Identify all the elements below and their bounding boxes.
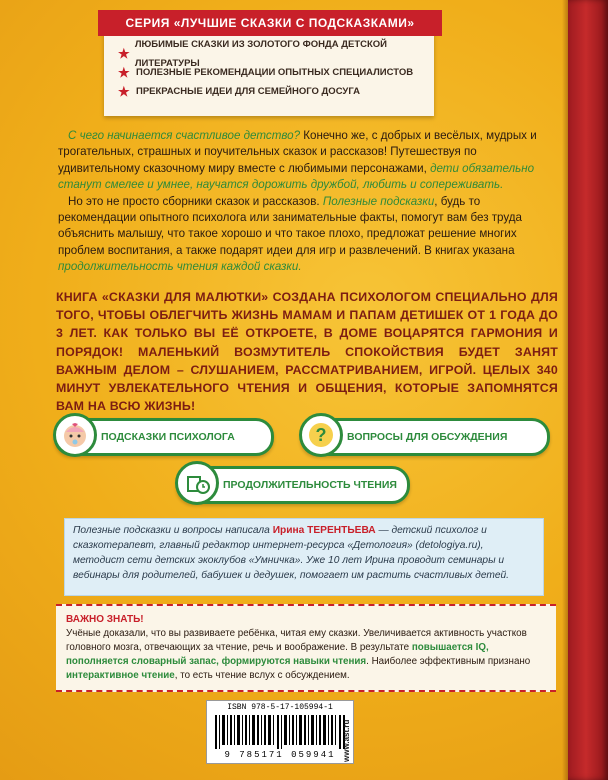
baby-icon bbox=[53, 413, 97, 457]
series-item: ★ ЛЮБИМЫЕ СКАЗКИ ИЗ ЗОЛОТОГО ФОНДА ДЕТСКОЙ ЛИТЕРАТУРЫ bbox=[118, 38, 387, 69]
pill-duration-label: ПРОДОЛЖИТЕЛЬНОСТЬ ЧТЕНИЯ bbox=[223, 479, 397, 491]
pill-psychologist-tips bbox=[54, 418, 274, 456]
book-spine bbox=[568, 0, 608, 780]
author-name: Ирина ТЕРЕНТЬЕВА bbox=[272, 525, 376, 536]
barcode-number: 9 785171 059941 bbox=[224, 750, 336, 760]
series-title: СЕРИЯ «ЛУЧШИЕ СКАЗКИ С ПОДСКАЗКАМИ» bbox=[98, 10, 442, 36]
pill-reading-duration bbox=[176, 466, 410, 504]
pill-questions-label: ВОПРОСЫ ДЛЯ ОБСУЖДЕНИЯ bbox=[347, 431, 508, 443]
important-box: ВАЖНО ЗНАТЬ! Учёные доказали, что вы развиваете ребёнка, читая ему сказки. Увеличивается активность участков головного мозга, отвечающих за чтение, речь и воображение. В результате повышается IQ, пополняется словарный запас, формируются навыки чтения. Наиболее эффективным признано интерактивное чтение, то есть чтение вслух с обсуждением. bbox=[56, 604, 556, 692]
important-heading: ВАЖНО ЗНАТЬ! bbox=[66, 614, 144, 625]
series-item: ★ ПРЕКРАСНЫЕ ИДЕИ ДЛЯ СЕМЕЙНОГО ДОСУГА bbox=[118, 84, 360, 99]
book-description: КНИГА «СКАЗКИ ДЛЯ МАЛЮТКИ» СОЗДАНА ПСИХОЛОГОМ СПЕЦИАЛЬНО ДЛЯ ТОГО, ЧТОБЫ ОБЛЕГЧИТЬ ЖИЗНЬ МАМАМ И ПАПАМ ДЕТИШЕК ОТ 1 ГОДА ДО 3 ЛЕТ. КАК ТОЛЬКО ВЫ ЕЁ ОТКРОЕТЕ, В ДОМЕ ВОЦАРЯТСЯ ГАРМОНИЯ И ПОРЯДОК! МАЛЕНЬКИЙ ВОЗМУТИТЕЛЬ СПОКОЙСТВИЯ БУДЕТ ЗАНЯТ ВАЖНЫМ ДЕЛОМ – СЛУШАНИЕМ, РАССМАТРИВАНИЕМ, ИГРОЙ. ЦЕЛЫХ 340 МИНУТ УВЛЕКАТЕЛЬНОГО ЧТЕНИЯ И ОБЩЕНИЯ, КОТОРЫЕ ЗАПОМНЯТСЯ ВАМ НА ВСЮ ЖИЗНЬ! bbox=[56, 290, 558, 414]
series-panel bbox=[104, 18, 434, 116]
star-icon: ★ bbox=[118, 46, 130, 61]
star-icon: ★ bbox=[118, 65, 130, 80]
question-mark-icon bbox=[299, 413, 343, 457]
series-item: ★ ПОЛЕЗНЫЕ РЕКОМЕНДАЦИИ ОПЫТНЫХ СПЕЦИАЛИСТОВ bbox=[118, 65, 414, 80]
intro-paragraph-1: С чего начинается счастливое детство? Конечно же, с добрых и весёлых, мудрых и трогательных, страшных и поучительных сказок и рассказов! Путешествуя по удивительному сказочному миру вместе с любимыми персонажами, дети обязательно станут смелее и умнее, научатся дорожить дружбой, любить и сопереживать. bbox=[58, 129, 537, 192]
star-icon: ★ bbox=[118, 84, 130, 99]
intro-paragraph-2: Но это не просто сборники сказок и рассказов. Полезные подсказки, будь то рекомендации опытного психолога или занимательные факты, помогут вам без труда объяснить малышу, что такое хорошо и что такое плохо, предложат решение многих проблем воспитания, а также подарят идеи для игр и развлечений. В книгах указана продолжительность чтения каждой сказки. bbox=[58, 194, 522, 274]
barcode-bars bbox=[215, 715, 345, 749]
barcode bbox=[206, 700, 354, 764]
svg-text:?: ? bbox=[315, 425, 327, 445]
pill-psychologist-label: ПОДСКАЗКИ ПСИХОЛОГА bbox=[101, 431, 235, 443]
pill-discussion-questions bbox=[300, 418, 550, 456]
intro-text bbox=[58, 128, 558, 276]
author-note: Полезные подсказки и вопросы написала Ирина ТЕРЕНТЬЕВА — детский психолог и сказкотерапевт, главный редактор интернет-ресурса «Детология» (detologiya.ru), методист сети детских экоклубов «Умничка». Уже 10 лет Ирина проводит семинары и вебинары для родителей, бабушек и дедушек, помогает им растить счастливых детей. bbox=[64, 518, 544, 596]
series-list bbox=[118, 38, 434, 101]
book-clock-icon bbox=[175, 461, 219, 505]
isbn-text: ISBN 978-5-17-105994-1 bbox=[227, 703, 333, 712]
website-url: www.ast.ru bbox=[342, 719, 351, 762]
